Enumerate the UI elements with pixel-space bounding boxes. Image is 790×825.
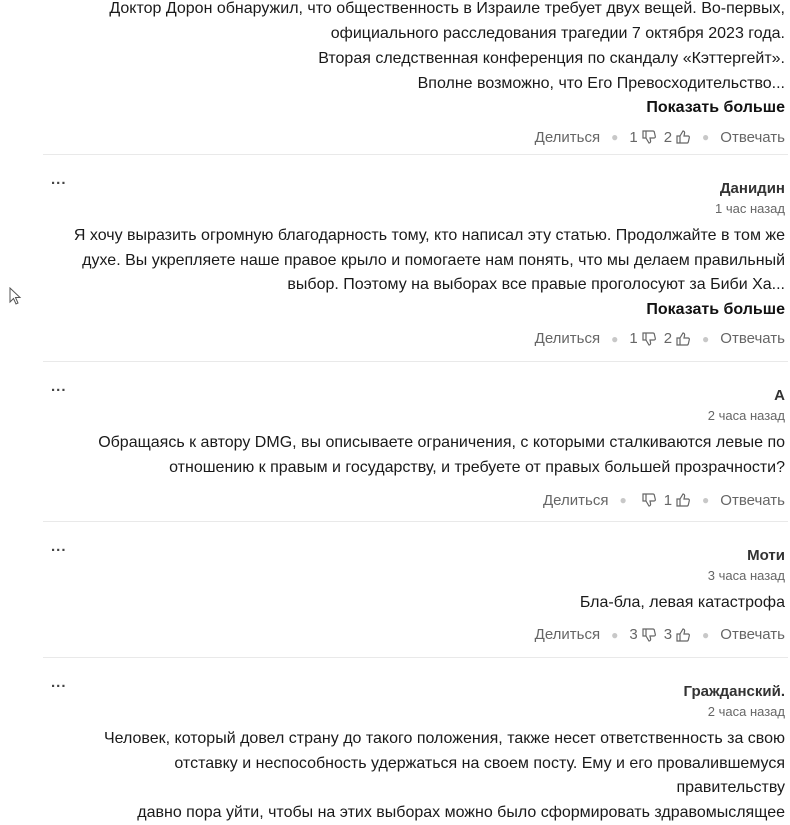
separator-dot: ● <box>702 628 709 642</box>
comment-text-line: Человек, который довел страну до такого положения, также несет ответственность за свою <box>73 727 785 752</box>
comment-time: 1 час назад <box>43 200 788 218</box>
separator-dot: ● <box>619 493 626 507</box>
mouse-cursor-icon <box>9 287 23 307</box>
comment-text-line: выбор. Поэтому на выборах все правые проголосуют за Биби Ха... <box>73 273 785 298</box>
more-options-icon[interactable]: ... <box>51 544 67 550</box>
comment-text-line: Вполне возможно, что Его Превосходительство... <box>73 71 785 96</box>
comment-author: А <box>774 387 785 404</box>
like-count: 1 <box>664 492 672 509</box>
comment-time: 3 часа назад <box>43 567 788 585</box>
comment <box>43 362 788 522</box>
comment-author: Гражданский. <box>684 683 785 700</box>
comment-text-line: духе. Вы укрепляете наше правое крыло и помогаете нам понять, что мы делаем правильный <box>73 249 785 274</box>
separator-dot: ● <box>611 332 618 346</box>
separator-dot: ● <box>611 628 618 642</box>
separator-dot: ● <box>611 130 618 144</box>
comment-header <box>43 658 788 702</box>
share-button[interactable]: Делиться <box>535 129 600 146</box>
comment-text <box>43 0 788 96</box>
comment-text <box>43 431 788 480</box>
reply-button[interactable]: Отвечать <box>720 626 785 643</box>
dislike-button[interactable] <box>629 330 656 347</box>
comment <box>43 522 788 658</box>
comment-text <box>43 224 788 298</box>
comment-time: 2 часа назад <box>43 407 788 425</box>
separator-dot: ● <box>702 332 709 346</box>
comment <box>43 155 788 362</box>
more-options-icon[interactable]: ... <box>51 177 67 183</box>
like-count: 3 <box>664 626 672 643</box>
thumbs-up-icon <box>675 129 691 145</box>
comment-actions <box>43 616 788 654</box>
thumbs-down-icon <box>641 627 657 643</box>
like-button[interactable] <box>664 330 691 347</box>
like-button[interactable] <box>664 129 691 146</box>
like-count: 2 <box>664 129 672 146</box>
dislike-button[interactable] <box>629 129 656 146</box>
comment-author: Данидин <box>720 180 785 197</box>
separator-dot: ● <box>702 130 709 144</box>
comment-text-line: отставку и неспособность удержаться на своем посту. Ему и его провалившемуся правительству <box>73 752 785 801</box>
reply-button[interactable]: Отвечать <box>720 492 785 509</box>
like-button[interactable] <box>664 492 691 509</box>
dislike-button[interactable] <box>629 626 656 643</box>
comment-text <box>43 727 788 825</box>
comment <box>43 0 788 155</box>
dislike-count: 1 <box>629 330 637 347</box>
reply-button[interactable]: Отвечать <box>720 330 785 347</box>
comment-text-line: давно пора уйти, чтобы на этих выборах можно было сформировать здравомыслящее <box>73 801 785 825</box>
like-button[interactable] <box>664 626 691 643</box>
comment <box>43 658 788 808</box>
thumbs-down-icon <box>641 331 657 347</box>
dislike-button[interactable] <box>638 492 657 508</box>
comment-text-line: Доктор Дорон обнаружил, что общественность в Израиле требует двух вещей. Во-первых, <box>73 0 785 21</box>
show-more-link[interactable]: Показать больше <box>43 298 788 322</box>
comment-actions <box>43 480 788 520</box>
dislike-count: 3 <box>629 626 637 643</box>
share-button[interactable]: Делиться <box>535 626 600 643</box>
reply-button[interactable]: Отвечать <box>720 129 785 146</box>
comment-actions <box>43 120 788 154</box>
more-options-icon[interactable]: ... <box>51 680 67 686</box>
comment-text-line: отношению к правым и государству, и требуете от правых большей прозрачности? <box>73 456 785 481</box>
thumbs-up-icon <box>675 492 691 508</box>
share-button[interactable]: Делиться <box>535 330 600 347</box>
like-count: 2 <box>664 330 672 347</box>
comment-text-line: Обращаясь к автору DMG, вы описываете ограничения, с которыми сталкиваются левые по <box>73 431 785 456</box>
thumbs-down-icon <box>641 129 657 145</box>
comment-text <box>43 591 788 616</box>
comment-author: Моти <box>747 547 785 564</box>
thumbs-down-icon <box>641 492 657 508</box>
comment-header <box>43 522 788 566</box>
more-options-icon[interactable]: ... <box>51 384 67 390</box>
comment-header <box>43 362 788 406</box>
comments-feed <box>43 0 788 808</box>
thumbs-up-icon <box>675 331 691 347</box>
comment-text-line: Бла-бла, левая катастрофа <box>73 591 785 616</box>
thumbs-up-icon <box>675 627 691 643</box>
show-more-link[interactable]: Показать больше <box>43 96 788 120</box>
comment-actions <box>43 322 788 356</box>
separator-dot: ● <box>702 493 709 507</box>
comment-text-line: официального расследования трагедии 7 октября 2023 года. <box>73 21 785 46</box>
share-button[interactable]: Делиться <box>543 492 608 509</box>
comment-header <box>43 155 788 199</box>
comment-time: 2 часа назад <box>43 703 788 721</box>
comment-text-line: Я хочу выразить огромную благодарность тому, кто написал эту статью. Продолжайте в том же <box>73 224 785 249</box>
comment-text-line: Вторая следственная конференция по скандалу «Кэттергейт». <box>73 46 785 71</box>
dislike-count: 1 <box>629 129 637 146</box>
